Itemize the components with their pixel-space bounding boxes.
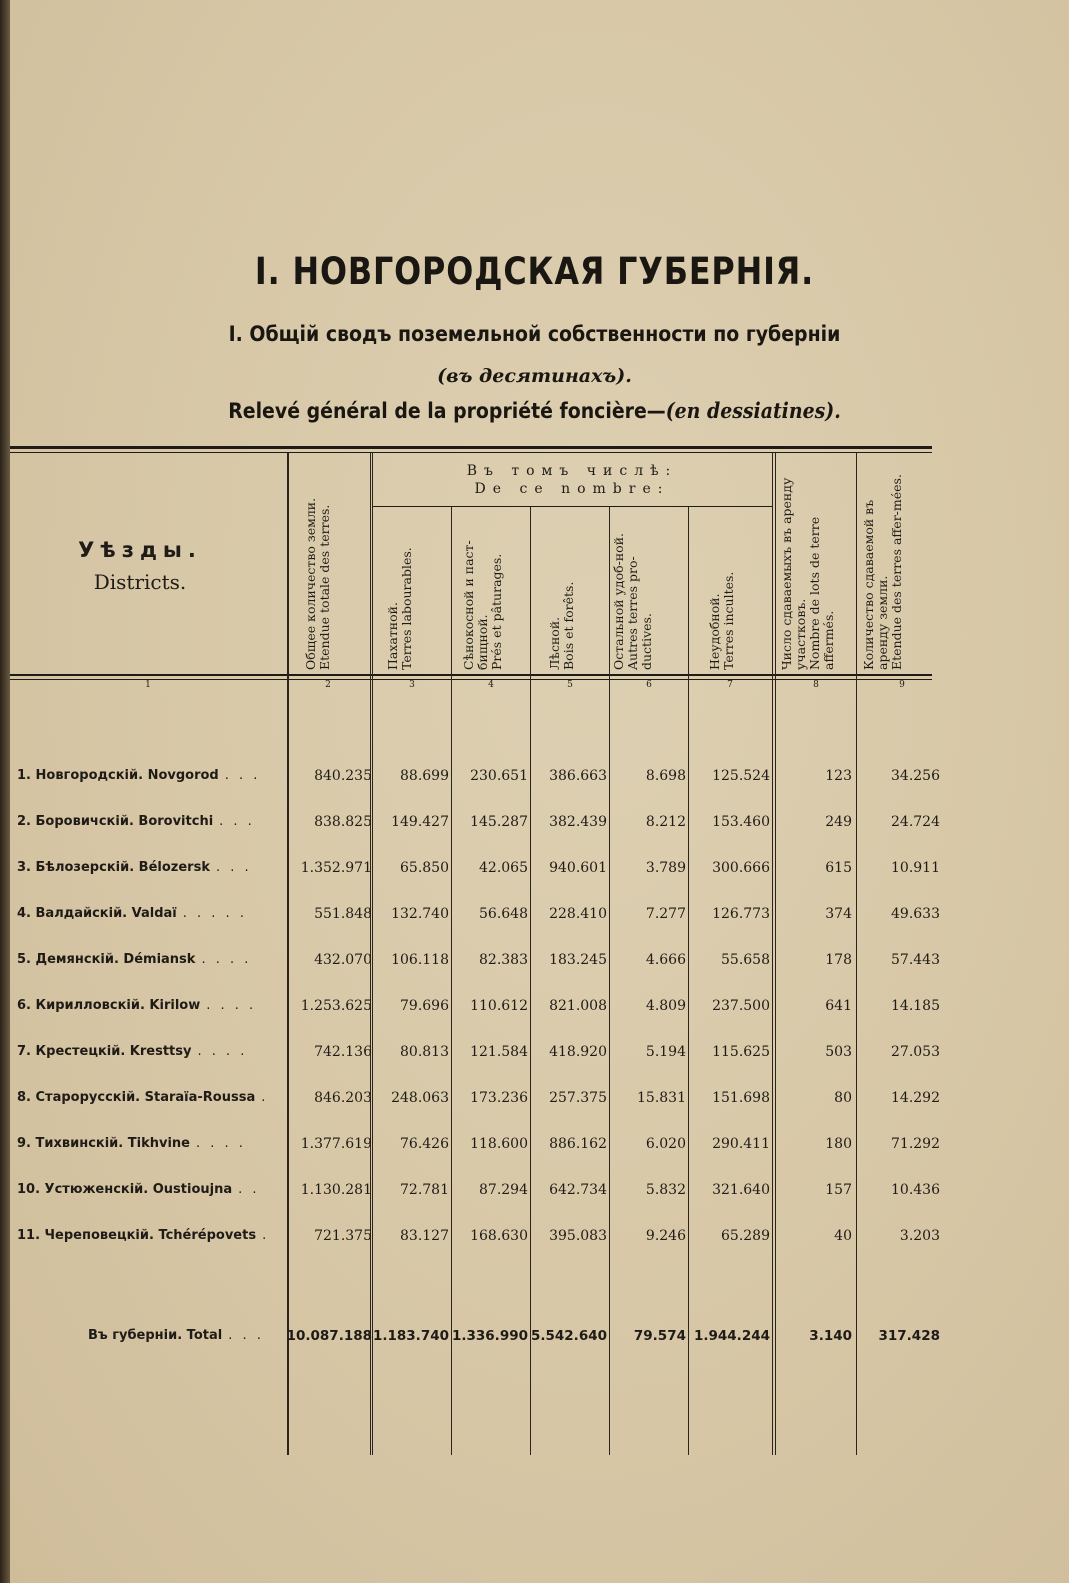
column-header-6-ru: Остальной удоб-ной. — [611, 532, 626, 670]
table-cell-col-7: 321.640 — [712, 1182, 770, 1198]
table-cell-col-9: 317.428 — [878, 1328, 940, 1344]
district-name-text: 4. Валдайскій. Valdaï — [17, 906, 177, 921]
district-name — [17, 860, 287, 875]
table-cell-col-7: 153.460 — [712, 814, 770, 830]
leader-dots: . . . . . — [182, 906, 247, 921]
table-cell-col-3: 1.183.740 — [372, 1328, 449, 1344]
leader-dots: . . . — [224, 768, 261, 783]
table-cell-col-3: 65.850 — [400, 860, 449, 876]
table-cell-col-7: 55.658 — [721, 952, 770, 968]
table-cell-col-4: 110.612 — [470, 998, 528, 1014]
table-cell-col-8: 249 — [825, 814, 852, 830]
district-name-text: 10. Устюженскій. Oustioujna — [17, 1182, 233, 1197]
column-header-8-fr: Nombre de lots de terre affermés. — [807, 516, 836, 670]
table-cell-col-4: 82.383 — [479, 952, 528, 968]
table-cell-col-2: 10.087.188 — [286, 1328, 372, 1344]
table-cell-col-6: 9.246 — [645, 1228, 686, 1244]
table-cell-col-6: 15.831 — [637, 1090, 686, 1106]
table-cell-col-2: 721.375 — [314, 1228, 372, 1244]
table-row — [0, 852, 1069, 882]
table-cell-col-6: 7.277 — [645, 906, 686, 922]
table-row — [0, 990, 1069, 1020]
group-header-ru: Въ томъ числѣ: — [466, 463, 678, 479]
table-cell-col-3: 80.813 — [400, 1044, 449, 1060]
leader-dots: . — [262, 1228, 270, 1243]
table-cell-col-3: 79.696 — [400, 998, 449, 1014]
table-cell-col-8: 641 — [825, 998, 852, 1014]
table-row — [0, 1036, 1069, 1066]
column-header-8-ru: Число сдаваемыхъ въ аренду участковъ. — [779, 477, 808, 670]
total-label-text: Въ губерніи. Total — [88, 1328, 223, 1343]
column-header-4-fr: Prés et pâturages. — [489, 553, 504, 670]
table-cell-col-5: 821.008 — [549, 998, 607, 1014]
table-row — [0, 898, 1069, 928]
table-cell-col-5: 228.410 — [549, 906, 607, 922]
leader-dots: . . — [238, 1182, 260, 1197]
table-cell-col-2: 840.235 — [314, 768, 372, 784]
table-cell-col-7: 300.666 — [712, 860, 770, 876]
page-title: I. НОВГОРОДСКАЯ ГУБЕРНІЯ. — [254, 250, 815, 293]
leader-dots: . . . — [228, 1328, 264, 1343]
table-row — [0, 1174, 1069, 1204]
table-cell-col-9: 24.724 — [891, 814, 940, 830]
table-cell-col-5: 386.663 — [549, 768, 607, 784]
table-cell-col-5: 395.083 — [549, 1228, 607, 1244]
group-header-fr: De ce nombre: — [474, 481, 670, 497]
district-name — [17, 814, 287, 829]
table-cell-col-9: 3.203 — [899, 1228, 940, 1244]
table-cell-col-6: 4.666 — [645, 952, 686, 968]
table-row — [0, 1220, 1069, 1250]
table-cell-col-2: 551.848 — [314, 906, 372, 922]
table-cell-col-9: 14.185 — [891, 998, 940, 1014]
table-cell-col-2: 742.136 — [314, 1044, 372, 1060]
table-cell-col-3: 132.740 — [391, 906, 449, 922]
table-cell-col-9: 57.443 — [891, 952, 940, 968]
leader-dots: . . . — [219, 814, 255, 829]
table-cell-col-9: 27.053 — [891, 1044, 940, 1060]
subtitle-russian: I. Общій сводъ поземельной собственности по губерніи — [228, 322, 841, 346]
district-name-text: 1. Новгородскій. Novgorod — [17, 768, 219, 783]
table-cell-col-8: 180 — [825, 1136, 852, 1152]
table-cell-col-4: 1.336.990 — [451, 1328, 528, 1344]
table-cell-col-4: 168.630 — [470, 1228, 528, 1244]
table-cell-col-6: 79.574 — [633, 1328, 686, 1344]
leader-dots: . . . . — [201, 952, 252, 967]
table-cell-col-2: 432.070 — [314, 952, 372, 968]
table-cell-col-9: 14.292 — [891, 1090, 940, 1106]
table-cell-col-8: 503 — [825, 1044, 852, 1060]
table-cell-col-4: 56.648 — [479, 906, 528, 922]
table-cell-col-3: 83.127 — [400, 1228, 449, 1244]
table-cell-col-8: 3.140 — [809, 1328, 852, 1344]
column-header-9-ru: Количество сдаваемой въ аренду земли. — [861, 499, 890, 670]
table-cell-col-9: 71.292 — [891, 1136, 940, 1152]
column-number-7: 7 — [727, 680, 733, 690]
table-row — [0, 806, 1069, 836]
column-number-8: 8 — [813, 680, 819, 690]
table-cell-col-6: 3.789 — [645, 860, 686, 876]
header-bottom-rule — [10, 674, 932, 676]
leader-dots: . — [261, 1090, 269, 1105]
column-header-3-ru: Пахатной. — [385, 602, 400, 670]
table-cell-col-8: 374 — [825, 906, 852, 922]
table-top-rule-thin — [10, 452, 932, 453]
districts-header-ru: Уѣзды. — [78, 538, 202, 562]
table-cell-col-9: 10.911 — [891, 860, 940, 876]
table-cell-col-3: 149.427 — [391, 814, 449, 830]
district-name-text: 6. Кирилловскій. Kirilow — [17, 998, 201, 1013]
leader-dots: . . . . — [197, 1044, 248, 1059]
table-cell-col-2: 1.130.281 — [300, 1182, 372, 1198]
table-cell-col-5: 382.439 — [549, 814, 607, 830]
column-header-6-fr: Autres terres pro-ductives. — [625, 556, 654, 670]
table-cell-col-2: 1.352.971 — [300, 860, 372, 876]
district-name — [17, 998, 287, 1013]
table-cell-col-7: 115.625 — [712, 1044, 770, 1060]
district-name — [17, 1182, 287, 1197]
column-header-3-fr: Terres labourables. — [399, 547, 414, 670]
table-cell-col-3: 72.781 — [400, 1182, 449, 1198]
table-cell-col-7: 65.289 — [721, 1228, 770, 1244]
table-cell-col-8: 123 — [825, 768, 852, 784]
table-cell-col-6: 5.832 — [645, 1182, 686, 1198]
table-cell-col-4: 118.600 — [470, 1136, 528, 1152]
table-row — [0, 1082, 1069, 1112]
column-number-4: 4 — [488, 680, 494, 690]
table-cell-col-4: 230.651 — [470, 768, 528, 784]
subtitle-french — [53, 398, 1015, 423]
table-cell-col-9: 10.436 — [891, 1182, 940, 1198]
table-cell-col-6: 4.809 — [645, 998, 686, 1014]
table-cell-col-2: 1.377.619 — [300, 1136, 372, 1152]
total-row — [0, 1320, 1069, 1350]
table-cell-col-8: 178 — [825, 952, 852, 968]
district-name — [17, 1090, 287, 1105]
district-name-text: 2. Боровичскій. Borovitchi — [17, 814, 214, 829]
district-name — [17, 906, 287, 921]
table-cell-col-3: 76.426 — [400, 1136, 449, 1152]
table-cell-col-9: 49.633 — [891, 906, 940, 922]
leader-dots: . . . . — [206, 998, 257, 1013]
units-french: (en dessiatines). — [665, 398, 841, 423]
column-header-5-ru: Лѣсной. — [547, 616, 562, 670]
table-cell-col-7: 290.411 — [712, 1136, 770, 1152]
table-cell-col-3: 88.699 — [400, 768, 449, 784]
district-name — [17, 768, 287, 783]
district-name-text: 7. Крестецкій. Kresttsy — [17, 1044, 192, 1059]
table-row — [0, 760, 1069, 790]
table-cell-col-5: 5.542.640 — [530, 1328, 607, 1344]
column-number-5: 5 — [567, 680, 573, 690]
table-cell-col-8: 40 — [834, 1228, 852, 1244]
table-cell-col-5: 418.920 — [549, 1044, 607, 1060]
table-cell-col-5: 183.245 — [549, 952, 607, 968]
table-cell-col-4: 121.584 — [470, 1044, 528, 1060]
table-cell-col-8: 157 — [825, 1182, 852, 1198]
district-name — [17, 1228, 287, 1243]
table-cell-col-9: 34.256 — [891, 768, 940, 784]
column-number-1: 1 — [145, 680, 151, 690]
column-header-7-fr: Terres incultes. — [721, 571, 736, 670]
column-header-7-ru: Неудобной. — [707, 593, 722, 670]
leader-dots: . . . . — [195, 1136, 246, 1151]
table-cell-col-4: 42.065 — [479, 860, 528, 876]
table-cell-col-5: 257.375 — [549, 1090, 607, 1106]
table-cell-col-2: 1.253.625 — [300, 998, 372, 1014]
table-cell-col-7: 126.773 — [712, 906, 770, 922]
table-cell-col-6: 8.212 — [645, 814, 686, 830]
table-cell-col-4: 145.287 — [470, 814, 528, 830]
column-number-6: 6 — [646, 680, 652, 690]
column-number-2: 2 — [325, 680, 331, 690]
table-cell-col-2: 838.825 — [314, 814, 372, 830]
column-header-9-fr: Etendue des terres affer-mées. — [889, 474, 904, 670]
district-name-text: 9. Тихвинскій. Tikhvine — [17, 1136, 190, 1151]
table-row — [0, 1128, 1069, 1158]
district-name-text: 5. Демянскій. Démiansk — [17, 952, 196, 967]
units-russian: (въ десятинахъ). — [437, 365, 632, 387]
table-cell-col-5: 642.734 — [549, 1182, 607, 1198]
table-cell-col-7: 151.698 — [712, 1090, 770, 1106]
table-cell-col-7: 125.524 — [712, 768, 770, 784]
table-cell-col-8: 80 — [834, 1090, 852, 1106]
table-cell-col-8: 615 — [825, 860, 852, 876]
table-row — [0, 944, 1069, 974]
table-cell-col-6: 8.698 — [645, 768, 686, 784]
table-top-rule — [10, 446, 932, 449]
table-cell-col-6: 5.194 — [645, 1044, 686, 1060]
column-header-2-fr: Etendue totale des terres. — [317, 504, 332, 670]
district-name-text: 11. Череповецкій. Tchérépovets — [17, 1228, 257, 1243]
column-header-4-ru: Сѣнокосной и паст-бищной. — [461, 540, 490, 670]
table-cell-col-4: 173.236 — [470, 1090, 528, 1106]
table-cell-col-3: 106.118 — [391, 952, 449, 968]
column-number-9: 9 — [899, 680, 905, 690]
column-header-5-fr: Bois et forêts. — [561, 581, 576, 670]
table-cell-col-4: 87.294 — [479, 1182, 528, 1198]
leader-dots: . . . — [215, 860, 252, 875]
table-cell-col-5: 886.162 — [549, 1136, 607, 1152]
district-name — [17, 1136, 287, 1151]
subtitle-french-text: Relevé général de la proprіété foncière— — [228, 399, 666, 423]
district-name-text: 3. Бѣлозерскій. Bélozersk — [17, 860, 210, 875]
table-cell-col-5: 940.601 — [549, 860, 607, 876]
column-header-9 — [862, 458, 1069, 670]
table-cell-col-2: 846.203 — [314, 1090, 372, 1106]
table-cell-col-7: 1.944.244 — [693, 1328, 770, 1344]
column-number-3: 3 — [409, 680, 415, 690]
table-cell-col-6: 6.020 — [645, 1136, 686, 1152]
district-name — [17, 1044, 287, 1059]
district-name — [17, 952, 287, 967]
district-name-text: 8. Старорусскій. Staraïa-Roussa — [17, 1090, 256, 1105]
column-header-2-ru: Общее количество земли. — [303, 497, 318, 670]
districts-header-fr: Districts. — [93, 570, 187, 594]
table-cell-col-3: 248.063 — [391, 1090, 449, 1106]
table-cell-col-7: 237.500 — [712, 998, 770, 1014]
